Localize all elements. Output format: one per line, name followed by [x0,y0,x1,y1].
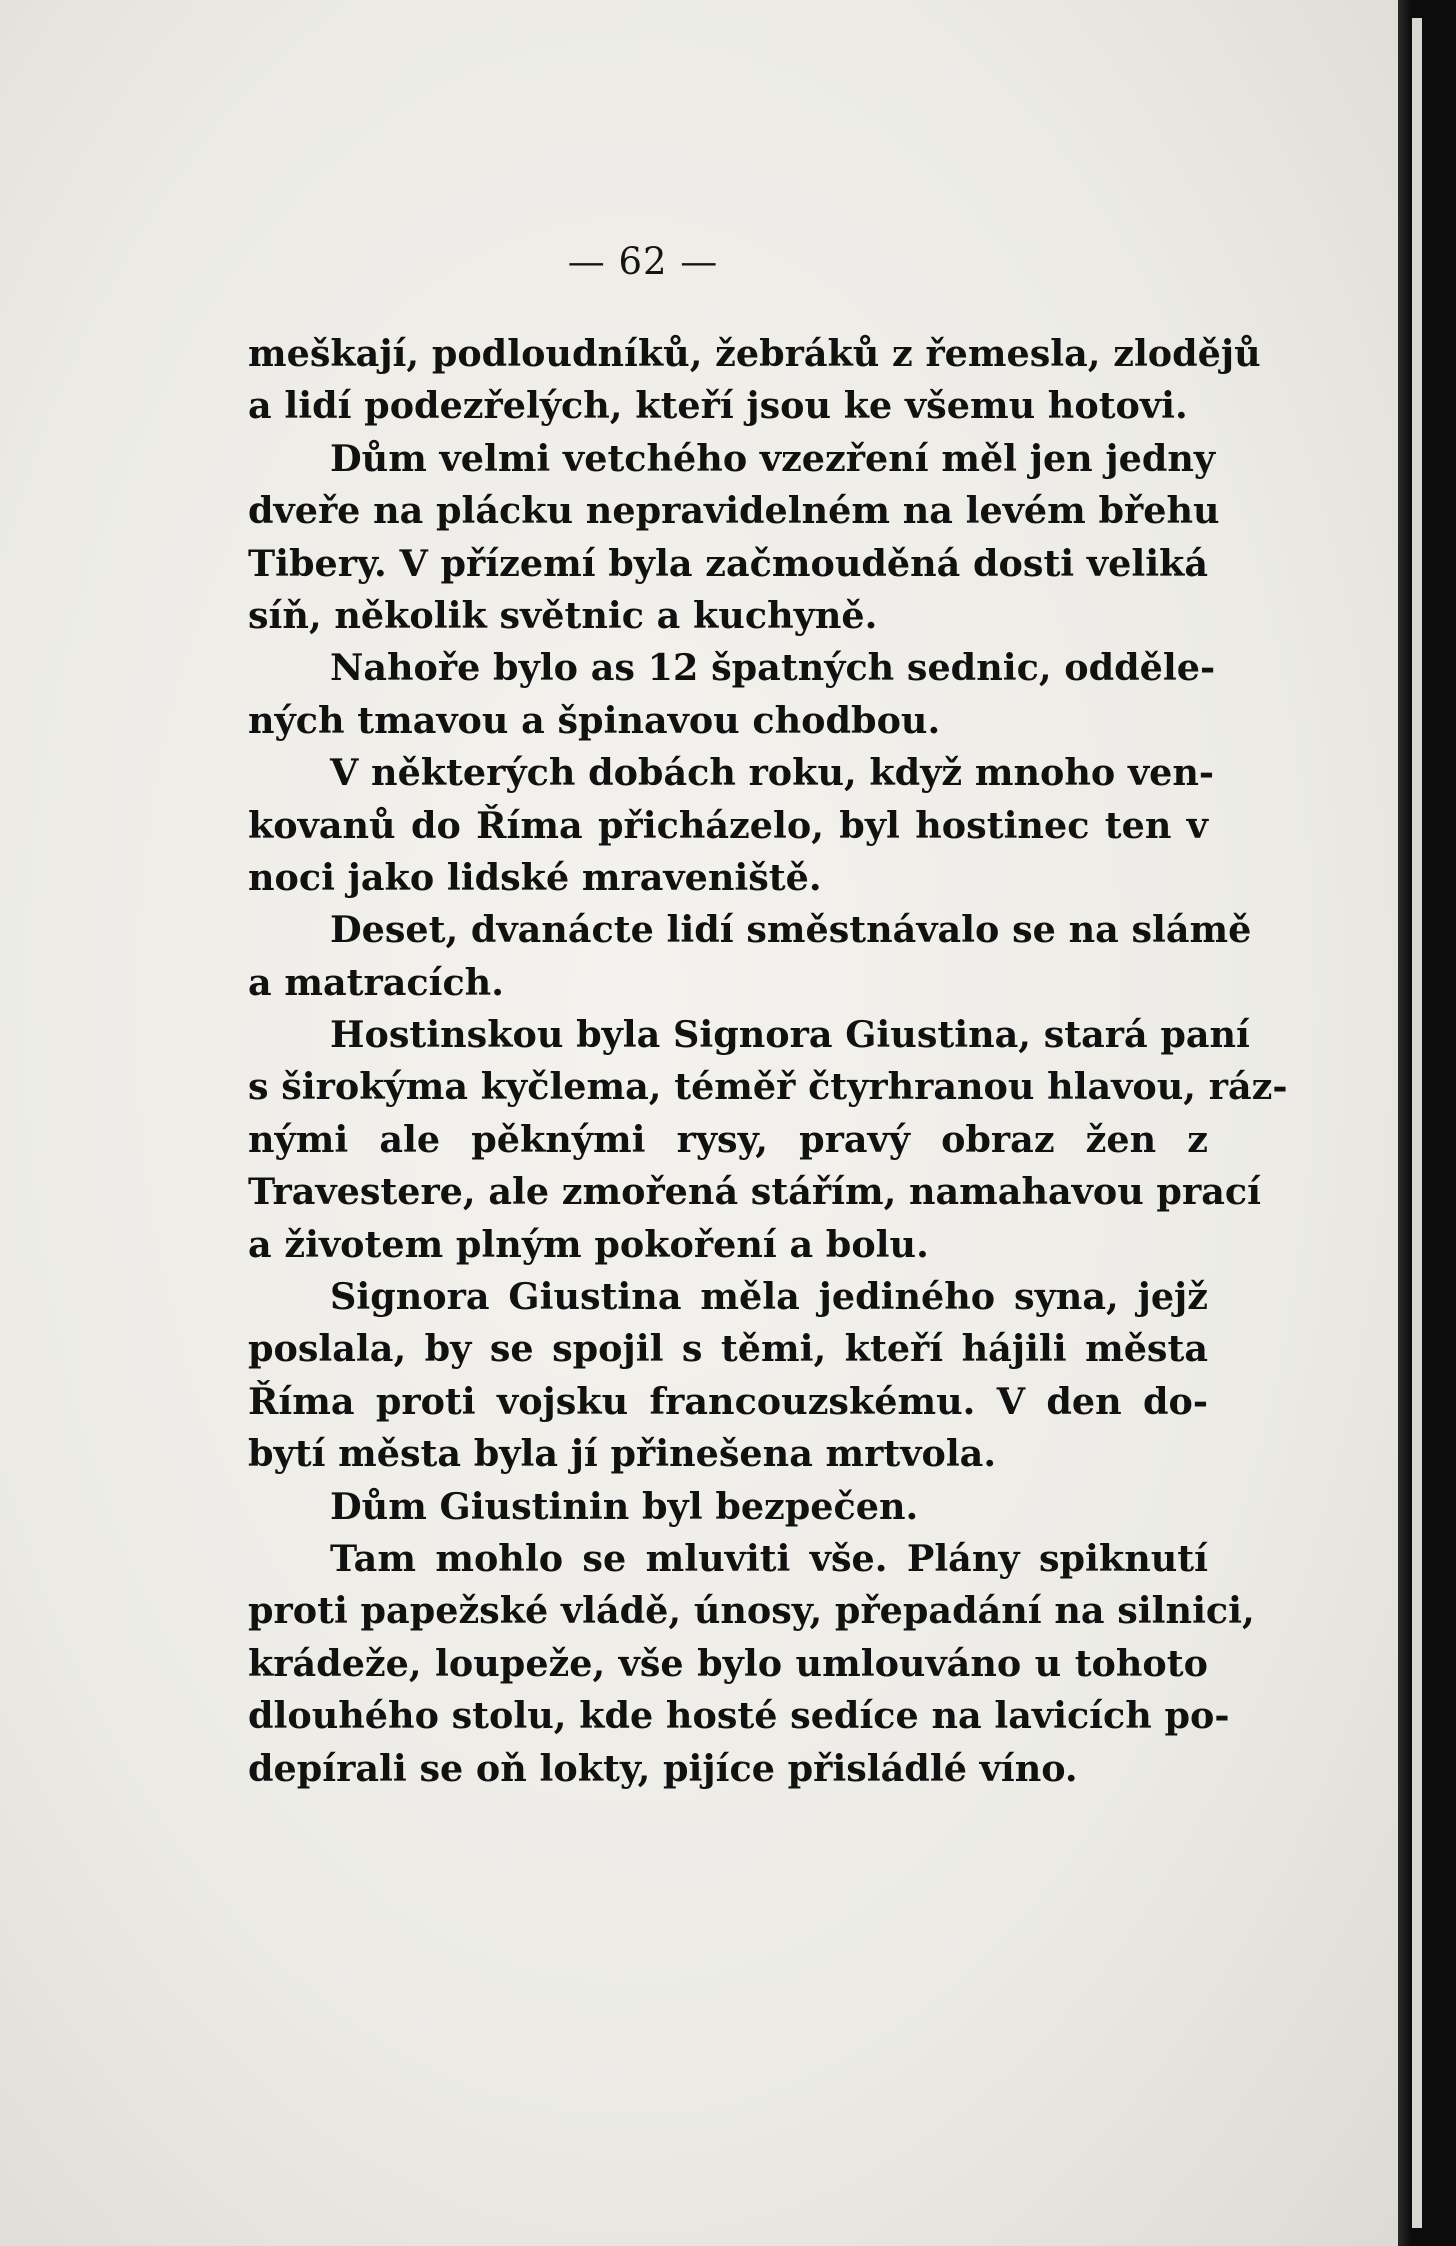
text-line: depírali se oň lokty, pijíce přisládlé víno. [248,1746,1078,1790]
text-line: dveře na plácku nepravidelném na levém břehu [248,489,1220,533]
text-line: Travestere, ale zmořená stářím, namahavou prací [248,1170,1261,1214]
text-line: Nahoře bylo as 12 špatných sednic, odděle- [330,646,1216,690]
page-binding-shadow [1398,0,1412,2246]
text-line: Hostinskou byla Signora Giustina, stará paní [330,1013,1250,1057]
text-line: Dům velmi vetchého vzezření měl jen jedny [330,436,1216,480]
text-line: meškají, podloudníků, žebráků z řemesla, zlodějů [248,332,1261,375]
text-line: noci jako lidské mraveniště. [248,855,822,899]
text-line: Signora Giustina měla jediného syna, jejž [330,1275,1208,1319]
text-line: a matracích. [248,960,504,1004]
text-line: s širokýma kyčlema, téměř čtyrhranou hlavou, ráz- [248,1065,1288,1109]
body-text [248,328,1288,1795]
text-line: poslala, by se spojil s těmi, kteří hájili města [248,1327,1208,1371]
text-line: kovanů do Říma přicházelo, byl hostinec ten v [248,803,1208,847]
text-line: proti papežské vládě, únosy, přepadání na silnici, [248,1589,1255,1633]
text-line: krádeže, loupeže, vše bylo umlouváno u tohoto [248,1641,1208,1685]
text-line: a lidí podezřelých, kteří jsou ke všemu hotovi. [248,384,1188,428]
text-line: ných tmavou a špinavou chodbou. [248,698,941,742]
text-line: bytí města byla jí přinešena mrtvola. [248,1432,997,1476]
text-line: a životem plným pokoření a bolu. [248,1222,929,1266]
text-line: dlouhého stolu, kde hosté sedíce na lavicích po- [248,1694,1230,1738]
text-line: Tam mohlo se mluviti vše. Plány spiknutí [330,1536,1208,1580]
text-line: V některých dobách roku, když mnoho ven- [330,751,1215,795]
text-line: nými ale pěknými rysy, pravý obraz žen z [248,1117,1208,1161]
next-page-edge [1412,18,1422,2228]
text-line: Tibery. V přízemí byla začmouděná dosti veliká [248,541,1208,585]
text-line: Dům Giustinin byl bezpečen. [330,1484,919,1528]
text-line: síň, několik světnic a kuchyně. [248,593,878,637]
text-line: Deset, dvanácte lidí směstnávalo se na slámě [330,908,1252,952]
text-line: Říma proti vojsku francouzskému. V den do- [248,1379,1208,1423]
page-number: — 62 — [567,240,719,283]
